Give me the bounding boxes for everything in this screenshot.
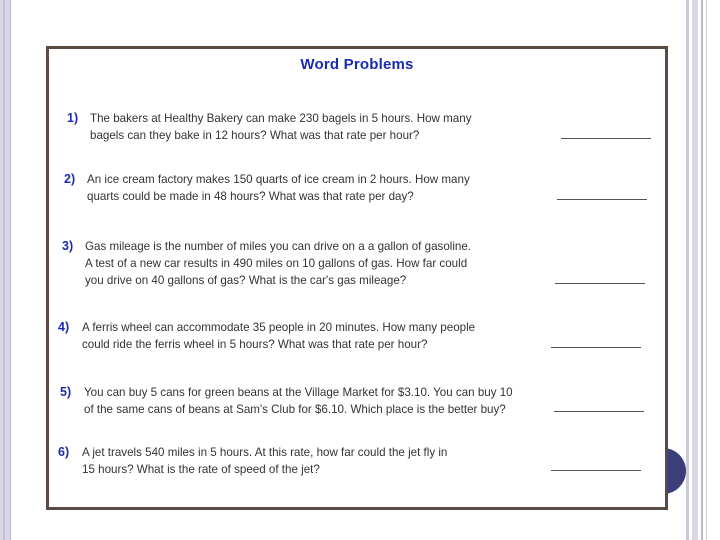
problem-text-line: An ice cream factory makes 150 quarts of ice cream in 2 hours. How many <box>87 173 470 186</box>
problem-number: 1) <box>67 111 79 125</box>
problem-number: 6) <box>58 445 70 459</box>
worksheet-title: Word Problems <box>300 56 414 73</box>
problem-number: 2) <box>64 172 76 186</box>
problem-text-line: of the same cans of beans at Sam's Club for $6.10. Which place is the better buy? <box>84 403 506 416</box>
right-border-stripe <box>692 0 698 540</box>
problem-text-line: quarts could be made in 48 hours? What was that rate per day? <box>87 190 414 203</box>
problem-text-line: A jet travels 540 miles in 5 hours. At this rate, how far could the jet fly in <box>82 446 448 459</box>
problem-text-line: you drive on 40 gallons of gas? What is the car's gas mileage? <box>85 274 407 287</box>
problem-text-line: 15 hours? What is the rate of speed of the jet? <box>82 463 320 476</box>
worksheet-image <box>46 46 668 510</box>
problem-text-line: bagels can they bake in 12 hours? What was that rate per hour? <box>90 129 420 142</box>
answer-blank <box>551 470 641 471</box>
right-border-stripe <box>701 0 703 540</box>
problem-text-line: A test of a new car results in 490 miles on 10 gallons of gas. How far could <box>85 257 468 270</box>
problem-number: 4) <box>58 320 70 334</box>
answer-blank <box>557 199 647 200</box>
problem-text-line: The bakers at Healthy Bakery can make 230 bagels in 5 hours. How many <box>90 112 472 125</box>
problem-text-line: could ride the ferris wheel in 5 hours? What was that rate per hour? <box>82 338 428 351</box>
problem-text-line: Gas mileage is the number of miles you can drive on a a gallon of gasoline. <box>85 240 472 253</box>
problem-number: 3) <box>62 239 74 253</box>
left-border-decoration <box>0 0 11 540</box>
problem-text-line: You can buy 5 cans for green beans at the Village Market for $3.10. You can buy 10 <box>84 386 513 399</box>
answer-blank <box>554 411 644 412</box>
answer-blank <box>561 138 651 139</box>
problem-text-line: A ferris wheel can accommodate 35 people in 20 minutes. How many people <box>82 321 476 334</box>
right-border-stripe <box>686 0 689 540</box>
problem-number: 5) <box>60 385 72 399</box>
left-border-stripe <box>3 0 5 540</box>
right-border-stripe <box>706 0 720 540</box>
answer-blank <box>551 347 641 348</box>
answer-blank <box>555 283 645 284</box>
